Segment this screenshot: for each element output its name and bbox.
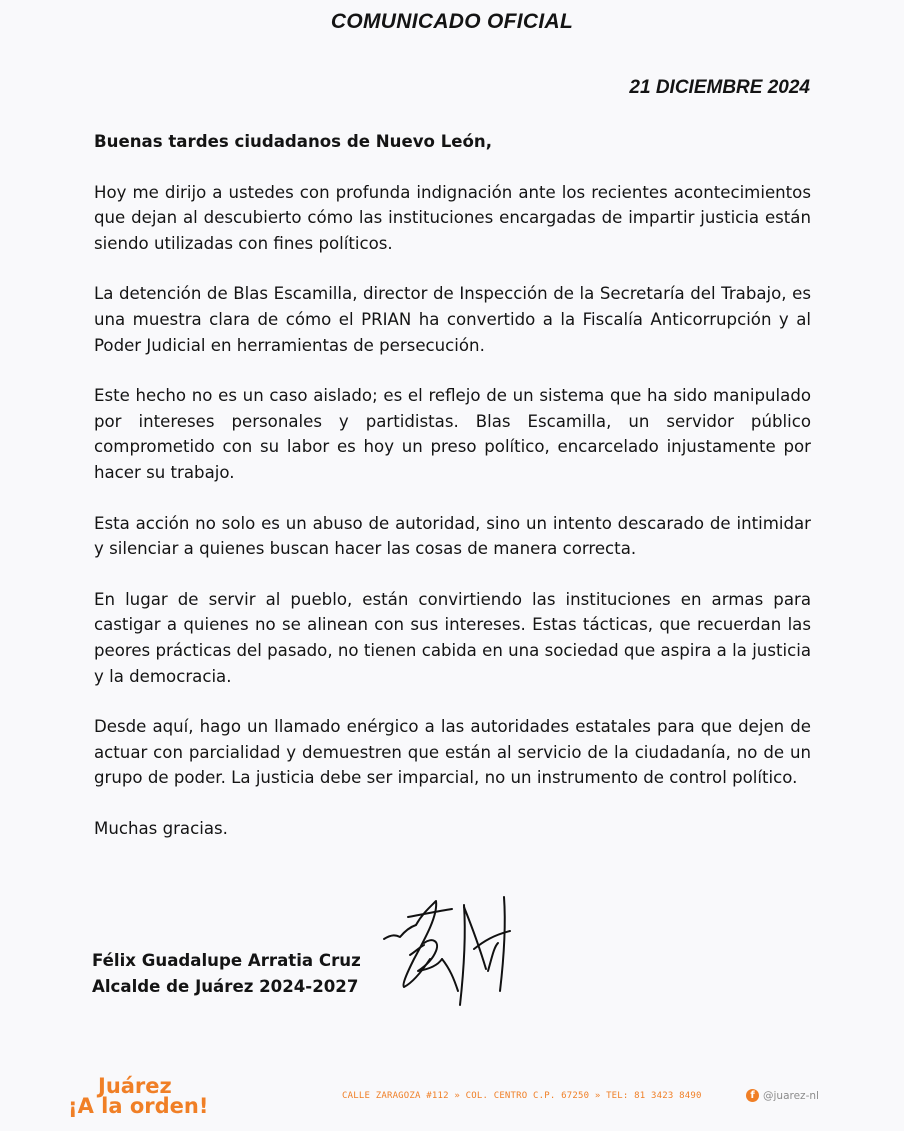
- paragraph: Desde aquí, hago un llamado enérgico a las autoridades estatales para que dejen de actuar con parcialidad y demuestren que están al servicio de la ciudadanía, no de un grupo de poder. La justicia debe ser imparcial, no un instrumento de control político.: [94, 717, 811, 788]
- footer-logo: [68, 1076, 208, 1116]
- paragraph: Hoy me dirijo a ustedes con profunda indignación ante los recientes acontecimientos que dejan al descubierto cómo las instituciones encargadas de impartir justicia están siendo utilizadas con fines políticos.: [94, 182, 811, 253]
- social-handle: @juarez-nl: [763, 1089, 819, 1102]
- signature-block: [92, 948, 361, 1000]
- footer-address: CALLE ZARAGOZA #112 » COL. CENTRO C.P. 67250 » TEL: 81 3423 8490: [342, 1091, 702, 1101]
- logo-line-2: ¡A la orden!: [68, 1094, 209, 1118]
- document-body: [94, 129, 811, 841]
- facebook-icon: f: [746, 1089, 759, 1102]
- footer-social: [746, 1089, 819, 1102]
- greeting: Buenas tardes ciudadanos de Nuevo León,: [94, 132, 493, 151]
- handwritten-signature: [380, 887, 530, 1012]
- document-title: COMUNICADO OFICIAL: [330, 10, 574, 33]
- logo-line-1: Juárez: [98, 1074, 172, 1098]
- closing: Muchas gracias.: [94, 818, 228, 838]
- signatory-title: Alcalde de Juárez 2024-2027: [92, 977, 359, 996]
- paragraph: En lugar de servir al pueblo, están convirtiendo las instituciones en armas para castigar a quienes no se alinean con sus intereses. Estas tácticas, que recuerdan las peores prácticas del pasado, no tienen cabida en una sociedad que aspira a la justicia y la democracia.: [94, 589, 811, 686]
- paragraph: La detención de Blas Escamilla, director de Inspección de la Secretaría del Trabajo, es una muestra clara de cómo el PRIAN ha convertido a la Fiscalía Anticorrupción y al Poder Judicial en herramientas de persecución.: [94, 284, 811, 355]
- paragraph: Esta acción no solo es un abuso de autoridad, sino un intento descarado de intimidar y silenciar a quienes buscan hacer las cosas de manera correcta.: [94, 513, 811, 559]
- signatory-name: Félix Guadalupe Arratia Cruz: [92, 951, 361, 970]
- document-date: 21 DICIEMBRE 2024: [629, 77, 810, 98]
- paragraph: Este hecho no es un caso aislado; es el reflejo de un sistema que ha sido manipulado por intereses personales y partidistas. Blas Escamilla, un servidor público comprometido con su labor es hoy un preso político, encarcelado injustamente por hacer su trabajo.: [94, 386, 811, 482]
